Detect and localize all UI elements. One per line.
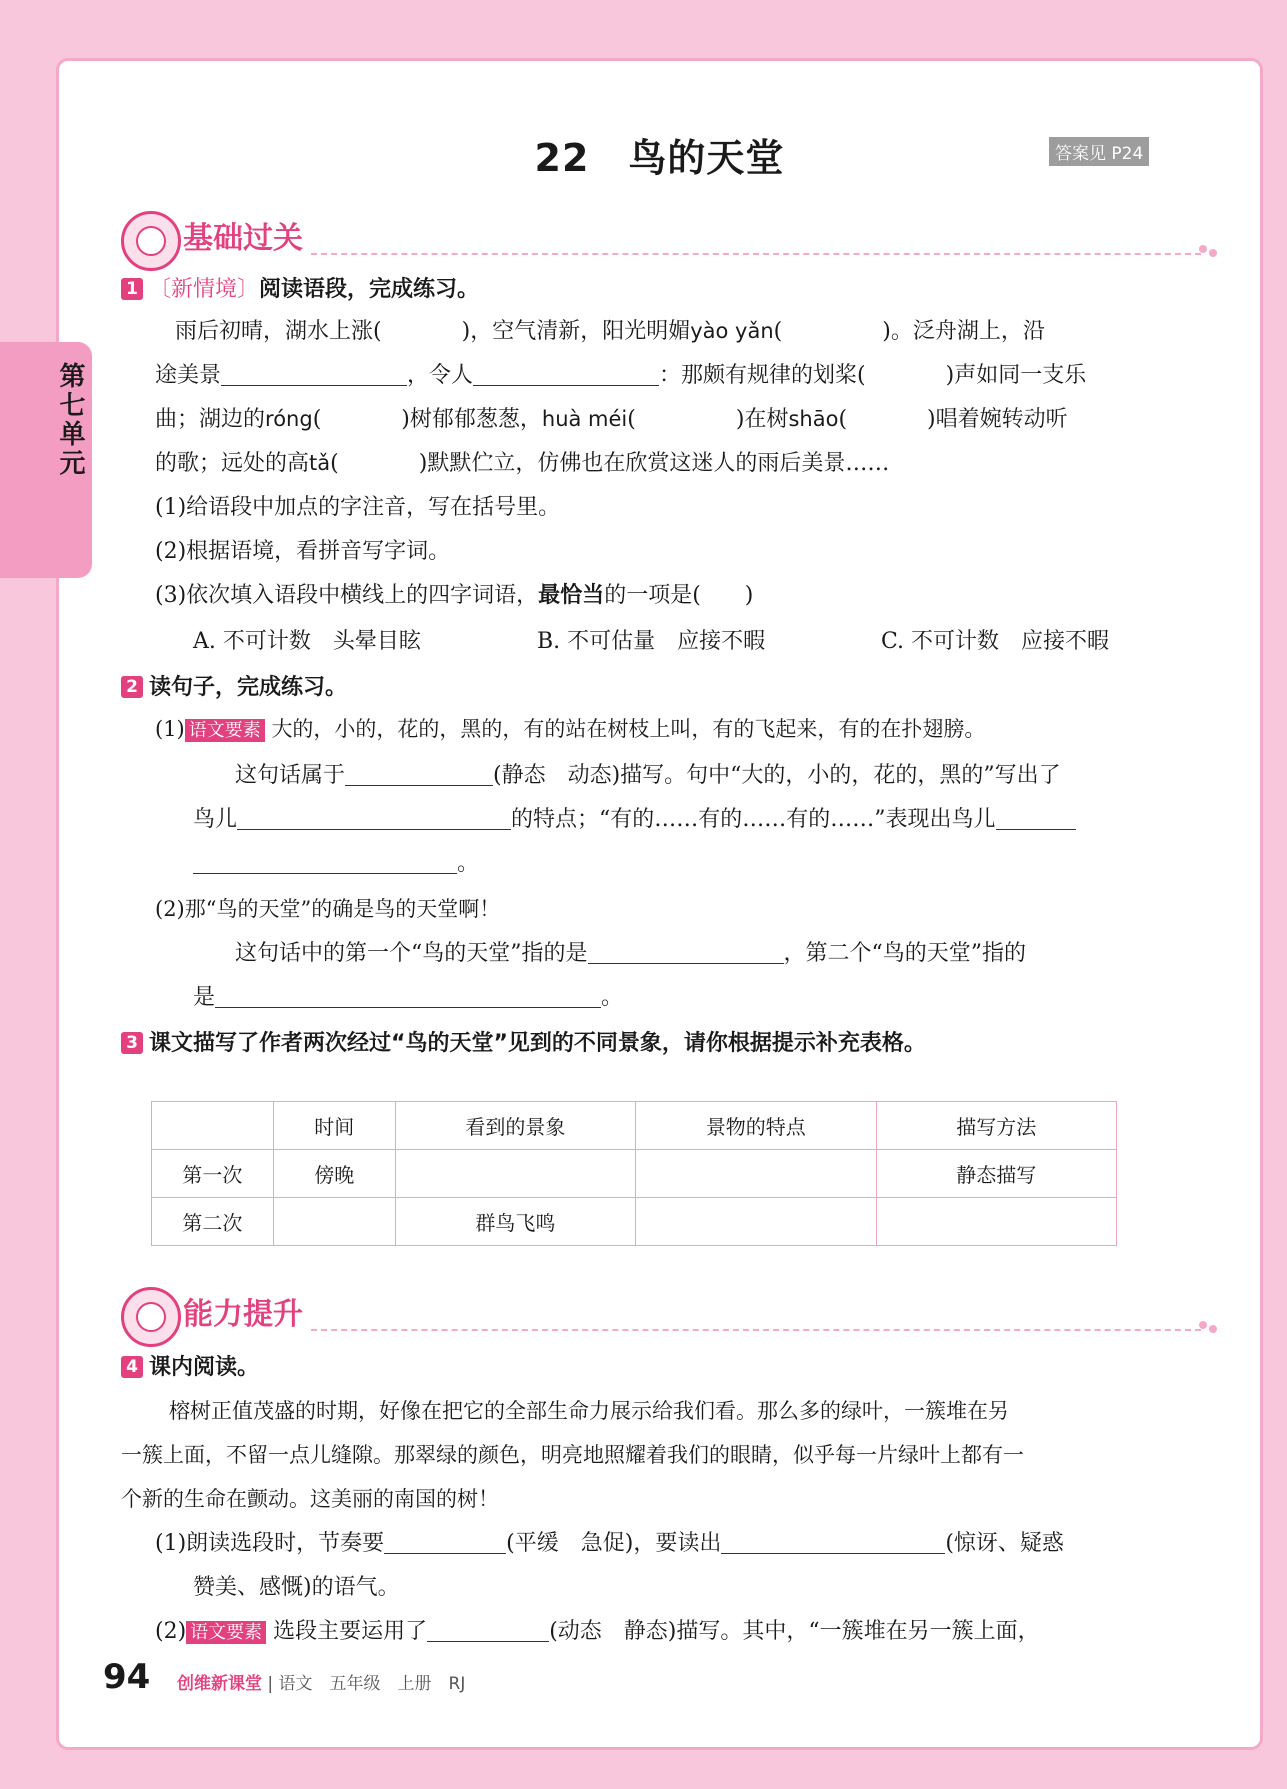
q2-text: 鸟儿 [193,807,238,832]
q4-title: 课内阅读。 [149,1355,260,1380]
mascot-icon [121,1287,181,1347]
q2-p1-line-2 [193,805,1076,836]
blank[interactable] [427,1619,549,1642]
q1-text: 树郁郁葱葱， [409,407,542,432]
mascot-icon [121,211,181,271]
q2-text: 这句话中的第一个“鸟的天堂”指的是 [235,941,588,966]
q4-text: (惊讶、疑惑 [945,1531,1064,1556]
section-divider [311,253,1201,255]
q4-text: (2) [155,1619,187,1644]
table-header-cell: 景物的特点 [636,1102,876,1150]
table-cell: 第二次 [152,1198,274,1246]
page [56,58,1263,1750]
q1-line-4: 的歌；远处的高tǎ( )默默伫立，仿佛也在欣赏这迷人的雨后美景…… [155,451,890,476]
footer-brand: 创维新课堂 [177,1674,262,1694]
q3-title: 课文描写了作者两次经过“鸟的天堂”见到的不同景象，请你根据提示补充表格。 [149,1031,926,1056]
table-row [152,1150,1117,1198]
dots-icon [1199,245,1219,259]
q4-sub1 [155,1529,1064,1560]
blank[interactable] [221,363,407,386]
q2-title: 读句子，完成练习。 [149,675,348,700]
scene-table [151,1101,1117,1246]
q2-text: ，第二个“鸟的天堂”指的 [783,941,1026,966]
q2-p1-line-1 [235,761,1061,792]
q2-text: 这句话属于 [235,763,346,788]
table-cell: 群鸟飞鸣 [395,1198,635,1246]
q1-line-2: 途美景 ，令人 ：那颇有规律的划桨( )声如同一支乐 [155,363,1087,388]
q1-text: ，空气清新，阳光明媚 [470,319,691,344]
q1-text: 的歌；远处的高 [155,451,310,476]
q2-text: 大的，小的，花的，黑的，有的站在树枝上叫，有的飞起来，有的在扑翅膀。 [271,717,986,741]
q2-sentence-2: (2)那“鸟的天堂”的确是鸟的天堂啊！ [155,897,501,921]
q2-p1-line-3 [193,849,479,880]
passage-line-2: 一簇上面，不留一点儿缝隙。那翠绿的颜色，明亮地照耀着我们的眼睛，似乎每一片绿叶上都有一 [121,1443,1024,1467]
q1-line-3: 曲；湖边的róng( )树郁郁葱葱，huà méi( )在树shāo( )唱着婉转动听 [155,407,1068,432]
table-cell-blank[interactable] [636,1150,876,1198]
q3-heading [121,1029,926,1060]
section-ability [121,1283,1221,1343]
q1-text: (3)依次填入语段中横线上的四字词语， [155,583,539,608]
element-tag: 语文要素 [185,719,265,742]
table-header-cell: 描写方法 [876,1102,1116,1150]
pinyin: huà méi [541,407,628,431]
q1-tag: 〔新情境〕 [149,277,260,302]
pinyin: róng [265,407,313,431]
q3-number: 3 [121,1032,143,1054]
page-title: 22 鸟的天堂 [534,136,785,180]
blank[interactable] [721,1531,945,1554]
table-cell-blank[interactable] [876,1198,1116,1246]
blank[interactable] [215,985,601,1008]
option-b[interactable]: B. 不可估量 应接不暇 [537,629,766,654]
table-header-cell [152,1102,274,1150]
element-tag: 语文要素 [186,1621,266,1644]
q2-sentence-1 [155,715,985,744]
section-divider [311,1329,1201,1331]
q1-heading [121,275,479,306]
q1-text: 声如同一支乐 [954,363,1087,388]
blank[interactable] [996,807,1076,830]
table-cell: 静态描写 [876,1150,1116,1198]
passage-line-1: 榕树正值茂盛的时期，好像在把它的全部生命力展示给我们看。那么多的绿叶，一簇堆在另 [169,1399,1009,1423]
page-number: 94 [103,1657,151,1697]
q4-sub2 [155,1617,1040,1648]
q2-number: 2 [121,676,143,698]
table-cell-blank[interactable] [273,1198,395,1246]
q1-sub2: (2)根据语境，看拼音写字词。 [155,539,451,564]
q2-text: 的特点；“有的……有的……有的……”表现出鸟儿 [511,807,996,832]
table-header-cell: 看到的景象 [395,1102,635,1150]
q4-text: (1)朗读选段时，节奏要 [155,1531,385,1556]
unit-tab-label: 第七单元 [55,362,85,478]
pinyin: yào yǎn [690,319,774,343]
q4-number: 4 [121,1356,143,1378]
q2-p2-line-1 [235,939,1026,970]
q2-text: 。 [601,985,624,1010]
q1-text: 在树 [744,407,789,432]
blank[interactable] [237,807,511,830]
option-a[interactable]: A. 不可计数 头晕目眩 [193,629,421,654]
table-header-row [152,1102,1117,1150]
section-basic [121,207,1221,267]
footer-info [177,1669,465,1694]
pinyin: tǎ [309,451,331,475]
q2-text: (静态 动态)描写。句中“大的，小的，花的，黑的”写出了 [493,763,1061,788]
emphasis: 最恰当 [538,583,605,608]
table-header-cell: 时间 [273,1102,395,1150]
q4-heading [121,1353,259,1384]
blank[interactable] [588,941,784,964]
q1-title: 阅读语段，完成练习。 [259,277,480,302]
pinyin: shāo [788,407,839,431]
section-ability-label: 能力提升 [183,1297,303,1332]
answer-reference: 答案见 P24 [1049,137,1149,166]
unit-tab [0,342,92,578]
q1-text: ：那颇有规律的划桨 [659,363,858,388]
passage-line-3: 个新的生命在颤动。这美丽的南国的树！ [121,1487,499,1511]
table-cell-blank[interactable] [395,1150,635,1198]
option-c[interactable]: C. 不可计数 应接不暇 [881,629,1110,654]
q1-sub1: (1)给语段中加点的字注音，写在括号里。 [155,495,561,520]
dots-icon [1199,1321,1219,1335]
q2-text: (1) [155,717,185,741]
q2-p2-line-2 [193,983,623,1014]
q2-text: 是 [193,985,216,1010]
table-row [152,1198,1117,1246]
table-cell-blank[interactable] [636,1198,876,1246]
q1-text: 的一项是( ) [604,583,754,608]
blank[interactable] [345,763,493,786]
q4-sub1-cont: 赞美、感慨)的语气。 [193,1575,400,1600]
table-cell: 傍晚 [273,1150,395,1198]
q1-text: 默默伫立，仿佛也在欣赏这迷人的雨后美景…… [427,451,890,476]
blank[interactable] [193,851,457,874]
blank[interactable] [473,363,659,386]
q1-text: 曲；湖边的 [155,407,266,432]
q1-number: 1 [121,278,143,300]
q1-text: 途美景 [155,363,222,388]
table-cell: 第一次 [152,1150,274,1198]
q1-text: 。泛舟湖上，沿 [890,319,1045,344]
footer-details: | 语文 五年级 上册 RJ [267,1674,466,1694]
q4-text: (动态 静态)描写。其中，“一簇堆在另一簇上面， [549,1619,1040,1644]
q1-text: ，令人 [407,363,474,388]
q1-text: 雨后初晴，湖水上涨 [175,319,374,344]
q1-line-1: 雨后初晴，湖水上涨( )，空气清新，阳光明媚yào yǎn( )。泛舟湖上，沿 [175,319,1045,344]
q4-text: (平缓 急促)，要读出 [506,1531,722,1556]
section-basic-label: 基础过关 [183,221,303,256]
q4-text: 选段主要运用了 [273,1619,428,1644]
q2-text: 。 [457,851,480,876]
q2-heading [121,673,347,704]
q1-sub3 [155,581,753,612]
q1-text: 唱着婉转动听 [935,407,1068,432]
blank[interactable] [384,1531,506,1554]
